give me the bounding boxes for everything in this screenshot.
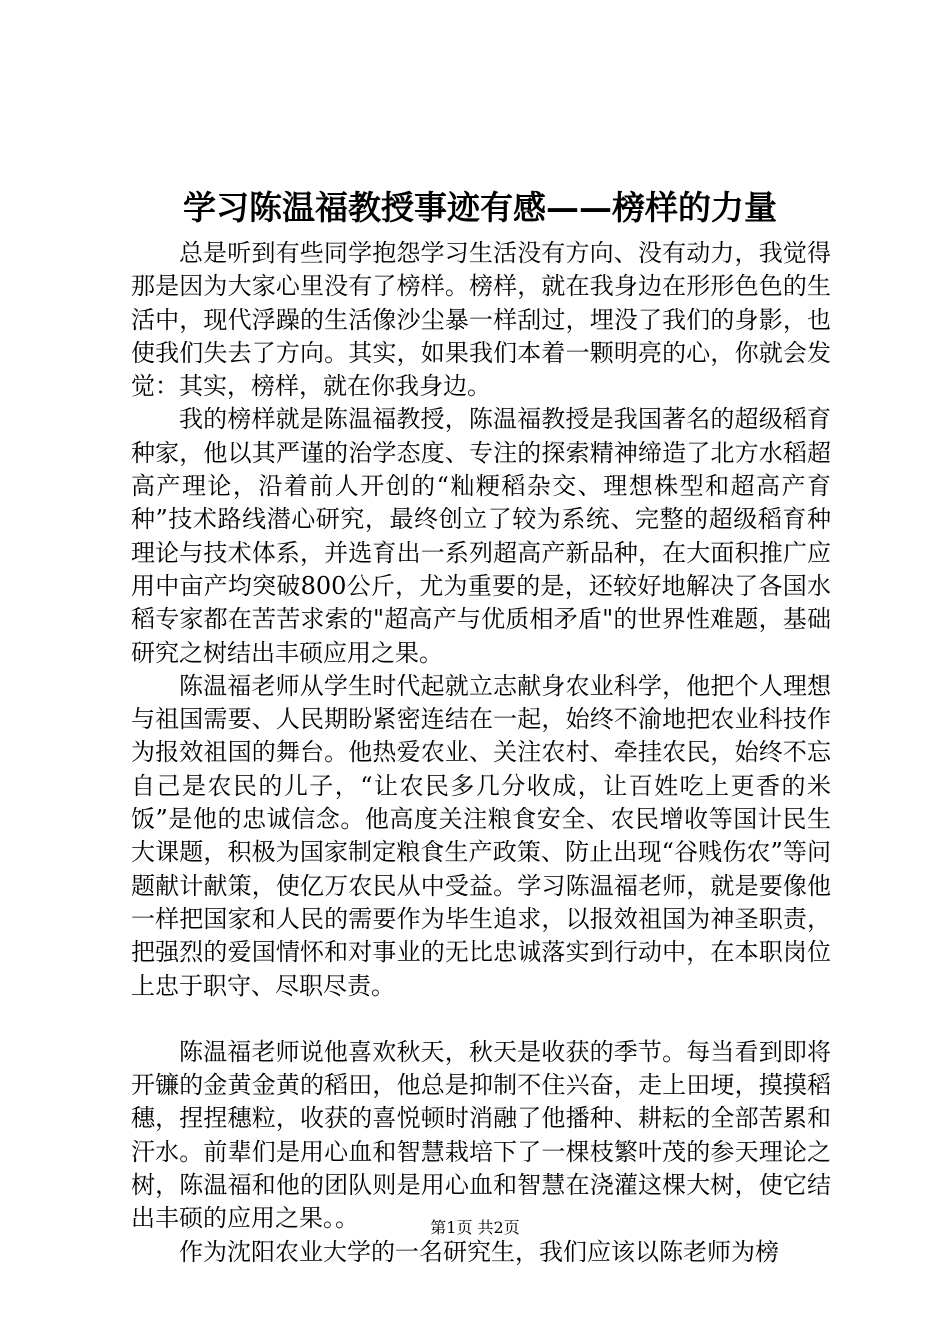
paragraph-5: 作为沈阳农业大学的一名研究生，我们应该以陈老师为榜 <box>179 1237 779 1266</box>
page-number-footer: 第1页 共2页 <box>430 1218 520 1237</box>
document-body <box>131 237 831 1269</box>
paragraph-4: 陈温福老师说他喜欢秋天，秋天是收获的季节。每当看到即将开镰的金黄金黄的稻田，他总是抑制不住兴奋，走上田埂，摸摸稻穗，捏捏穗粒，收获的喜悦顿时消融了他播种、耕耘的全部苦累和汗水。前辈们是用心血和智慧栽培下了一棵枝繁叶茂的参天理论之树，陈温福和他的团队则是用心血和智慧在浇灌这棵大树，使它结出丰硕的应用之果。。 <box>131 1037 831 1233</box>
document-title: 学习陈温福教授事迹有感——榜样的力量 <box>183 188 777 227</box>
paragraph-3: 陈温福老师从学生时代起就立志献身农业科学，他把个人理想与祖国需要、人民期盼紧密连结在一起，始终不渝地把农业科技作为报效祖国的舞台。他热爱农业、关注农村、牵挂农民，始终不忘自己是农民的儿子，“让农民多几分收成，让百姓吃上更香的米饭”是他的忠诚信念。他高度关注粮食安全、农民增收等国计民生大课题，积极为国家制定粮食生产政策、防止出现“谷贱伤农”等问题献计献策，使亿万农民从中受益。学习陈温福老师，就是要像他一样把国家和人民的需要作为毕生追求，以报效祖国为神圣职责，把强烈的爱国情怀和对事业的无比忠诚落实到行动中，在本职岗位上忠于职守、尽职尽责。 <box>131 671 831 1000</box>
paragraph-spacer <box>131 1003 831 1036</box>
paragraph-1: 总是听到有些同学抱怨学习生活没有方向、没有动力，我觉得那是因为大家心里没有了榜样。榜样，就在我身边在形形色色的生活中，现代浮躁的生活像沙尘暴一样刮过，埋没了我们的身影，也使我们失去了方向。其实，如果我们本着一颗明亮的心，你就会发觉：其实，榜样，就在你我身边。 <box>131 239 831 401</box>
paragraph-2: 我的榜样就是陈温福教授，陈温福教授是我国著名的超级稻育种家，他以其严谨的治学态度、专注的探索精神缔造了北方水稻超高产理论，沿着前人开创的“籼粳稻杂交、理想株型和超高产育种”技术路线潜心研究，最终创立了较为系统、完整的超级稻育种理论与技术体系，并选育出一系列超高产新品种，在大面积推广应用中亩产均突破800公斤，尤为重要的是，还较好地解决了各国水稻专家都在苦苦求索的"超高产与优质相矛盾"的世界性难题，基础研究之树结出丰硕应用之果。 <box>131 405 831 667</box>
